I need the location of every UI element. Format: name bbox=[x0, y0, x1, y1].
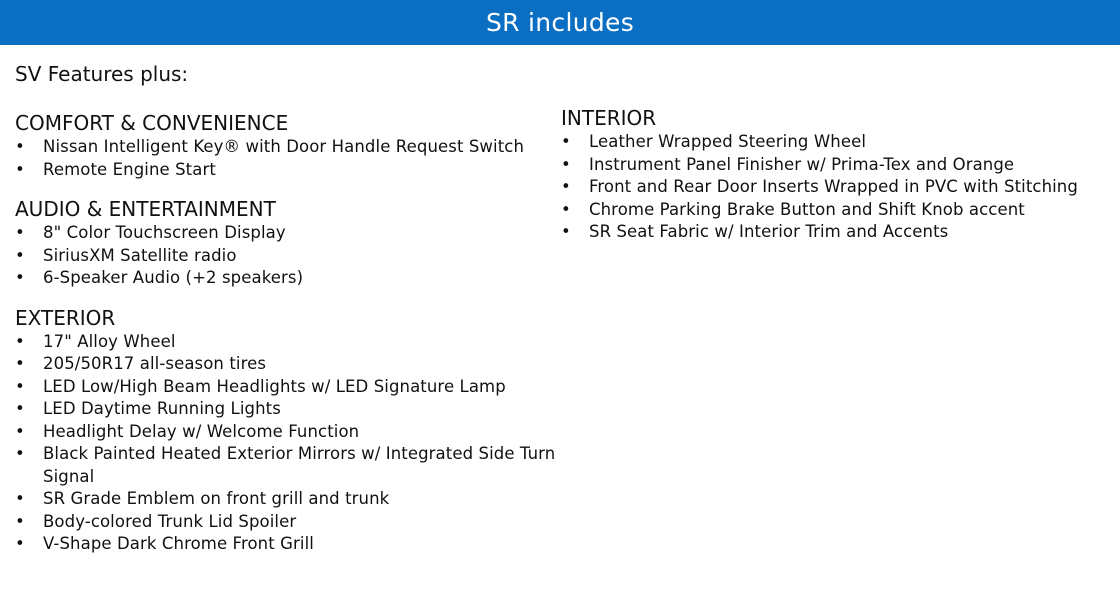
feature-text: 205/50R17 all-season tires bbox=[43, 354, 267, 373]
feature-text: Black Painted Heated Exterior Mirrors w/ Integrated Side Turn Signal bbox=[43, 444, 556, 486]
feature-item bbox=[15, 245, 560, 268]
feature-list bbox=[15, 136, 560, 181]
section-exterior bbox=[15, 305, 560, 556]
feature-text: Body-colored Trunk Lid Spoiler bbox=[43, 511, 297, 531]
feature-item bbox=[15, 488, 560, 511]
feature-text: Nissan Intelligent Key® with Door Handle Request Switch bbox=[43, 137, 525, 156]
feature-item bbox=[561, 176, 1116, 199]
feature-text: SiriusXM Satellite radio bbox=[43, 245, 237, 265]
bullet-icon: • bbox=[15, 534, 25, 553]
feature-item bbox=[15, 331, 560, 354]
feature-text: 17" Alloy Wheel bbox=[43, 331, 176, 351]
feature-item bbox=[561, 131, 1116, 154]
bullet-icon: • bbox=[15, 268, 25, 287]
bullet-icon: • bbox=[15, 245, 25, 265]
feature-text: Chrome Parking Brake Button and Shift Knob accent bbox=[589, 199, 1025, 219]
feature-item bbox=[561, 221, 1116, 244]
section-title: AUDIO & ENTERTAINMENT bbox=[15, 197, 276, 221]
bullet-icon: • bbox=[15, 331, 25, 351]
bullet-icon: • bbox=[561, 199, 571, 219]
section-title: INTERIOR bbox=[561, 106, 657, 130]
feature-list bbox=[15, 331, 560, 556]
bullet-icon: • bbox=[15, 399, 25, 418]
feature-text: Instrument Panel Finisher w/ Prima-Tex and Orange bbox=[589, 154, 1015, 174]
bullet-icon: • bbox=[561, 132, 571, 151]
feature-item bbox=[15, 511, 560, 534]
bullet-icon: • bbox=[15, 223, 25, 242]
bullet-icon: • bbox=[15, 511, 25, 531]
section-comfort-and-convenience bbox=[15, 110, 560, 181]
left-column bbox=[15, 110, 560, 571]
feature-text: 6-Speaker Audio (+2 speakers) bbox=[43, 268, 304, 287]
feature-text: Headlight Delay w/ Welcome Function bbox=[43, 421, 360, 441]
feature-text: LED Daytime Running Lights bbox=[43, 399, 281, 418]
bullet-icon: • bbox=[15, 159, 25, 179]
feature-list bbox=[15, 222, 560, 290]
bullet-icon: • bbox=[15, 354, 25, 373]
section-audio-and-entertainment bbox=[15, 196, 560, 290]
feature-item bbox=[15, 398, 560, 421]
bullet-icon: • bbox=[561, 154, 571, 174]
feature-item bbox=[15, 159, 560, 182]
feature-item bbox=[15, 267, 560, 290]
feature-text: SR Seat Fabric w/ Interior Trim and Accents bbox=[589, 222, 949, 241]
feature-item bbox=[15, 222, 560, 245]
bullet-icon: • bbox=[15, 489, 25, 508]
feature-item bbox=[15, 376, 560, 399]
header-bar bbox=[0, 0, 1120, 45]
feature-item bbox=[561, 199, 1116, 222]
bullet-icon: • bbox=[561, 222, 571, 241]
feature-item bbox=[15, 353, 560, 376]
feature-item bbox=[15, 443, 560, 488]
feature-text: Leather Wrapped Steering Wheel bbox=[589, 132, 867, 151]
feature-item bbox=[561, 154, 1116, 177]
feature-text: LED Low/High Beam Headlights w/ LED Signature Lamp bbox=[43, 376, 506, 396]
bullet-icon: • bbox=[561, 177, 571, 196]
bullet-icon: • bbox=[15, 137, 25, 156]
section-title: COMFORT & CONVENIENCE bbox=[15, 111, 289, 135]
feature-item bbox=[15, 136, 560, 159]
bullet-icon: • bbox=[15, 376, 25, 396]
feature-text: 8" Color Touchscreen Display bbox=[43, 223, 286, 242]
feature-text: SR Grade Emblem on front grill and trunk bbox=[43, 489, 390, 508]
feature-item bbox=[15, 533, 560, 556]
section-interior bbox=[561, 105, 1116, 244]
bullet-icon: • bbox=[15, 421, 25, 441]
feature-text: Remote Engine Start bbox=[43, 159, 216, 179]
right-column bbox=[561, 105, 1116, 259]
feature-text: Front and Rear Door Inserts Wrapped in PVC with Stitching bbox=[589, 177, 1078, 196]
page-title: SR includes bbox=[485, 8, 635, 37]
bullet-icon: • bbox=[15, 444, 25, 463]
intro-text: SV Features plus: bbox=[15, 62, 189, 86]
feature-text: V-Shape Dark Chrome Front Grill bbox=[43, 534, 314, 553]
section-title: EXTERIOR bbox=[15, 305, 116, 330]
feature-list bbox=[561, 131, 1116, 244]
feature-item bbox=[15, 421, 560, 444]
